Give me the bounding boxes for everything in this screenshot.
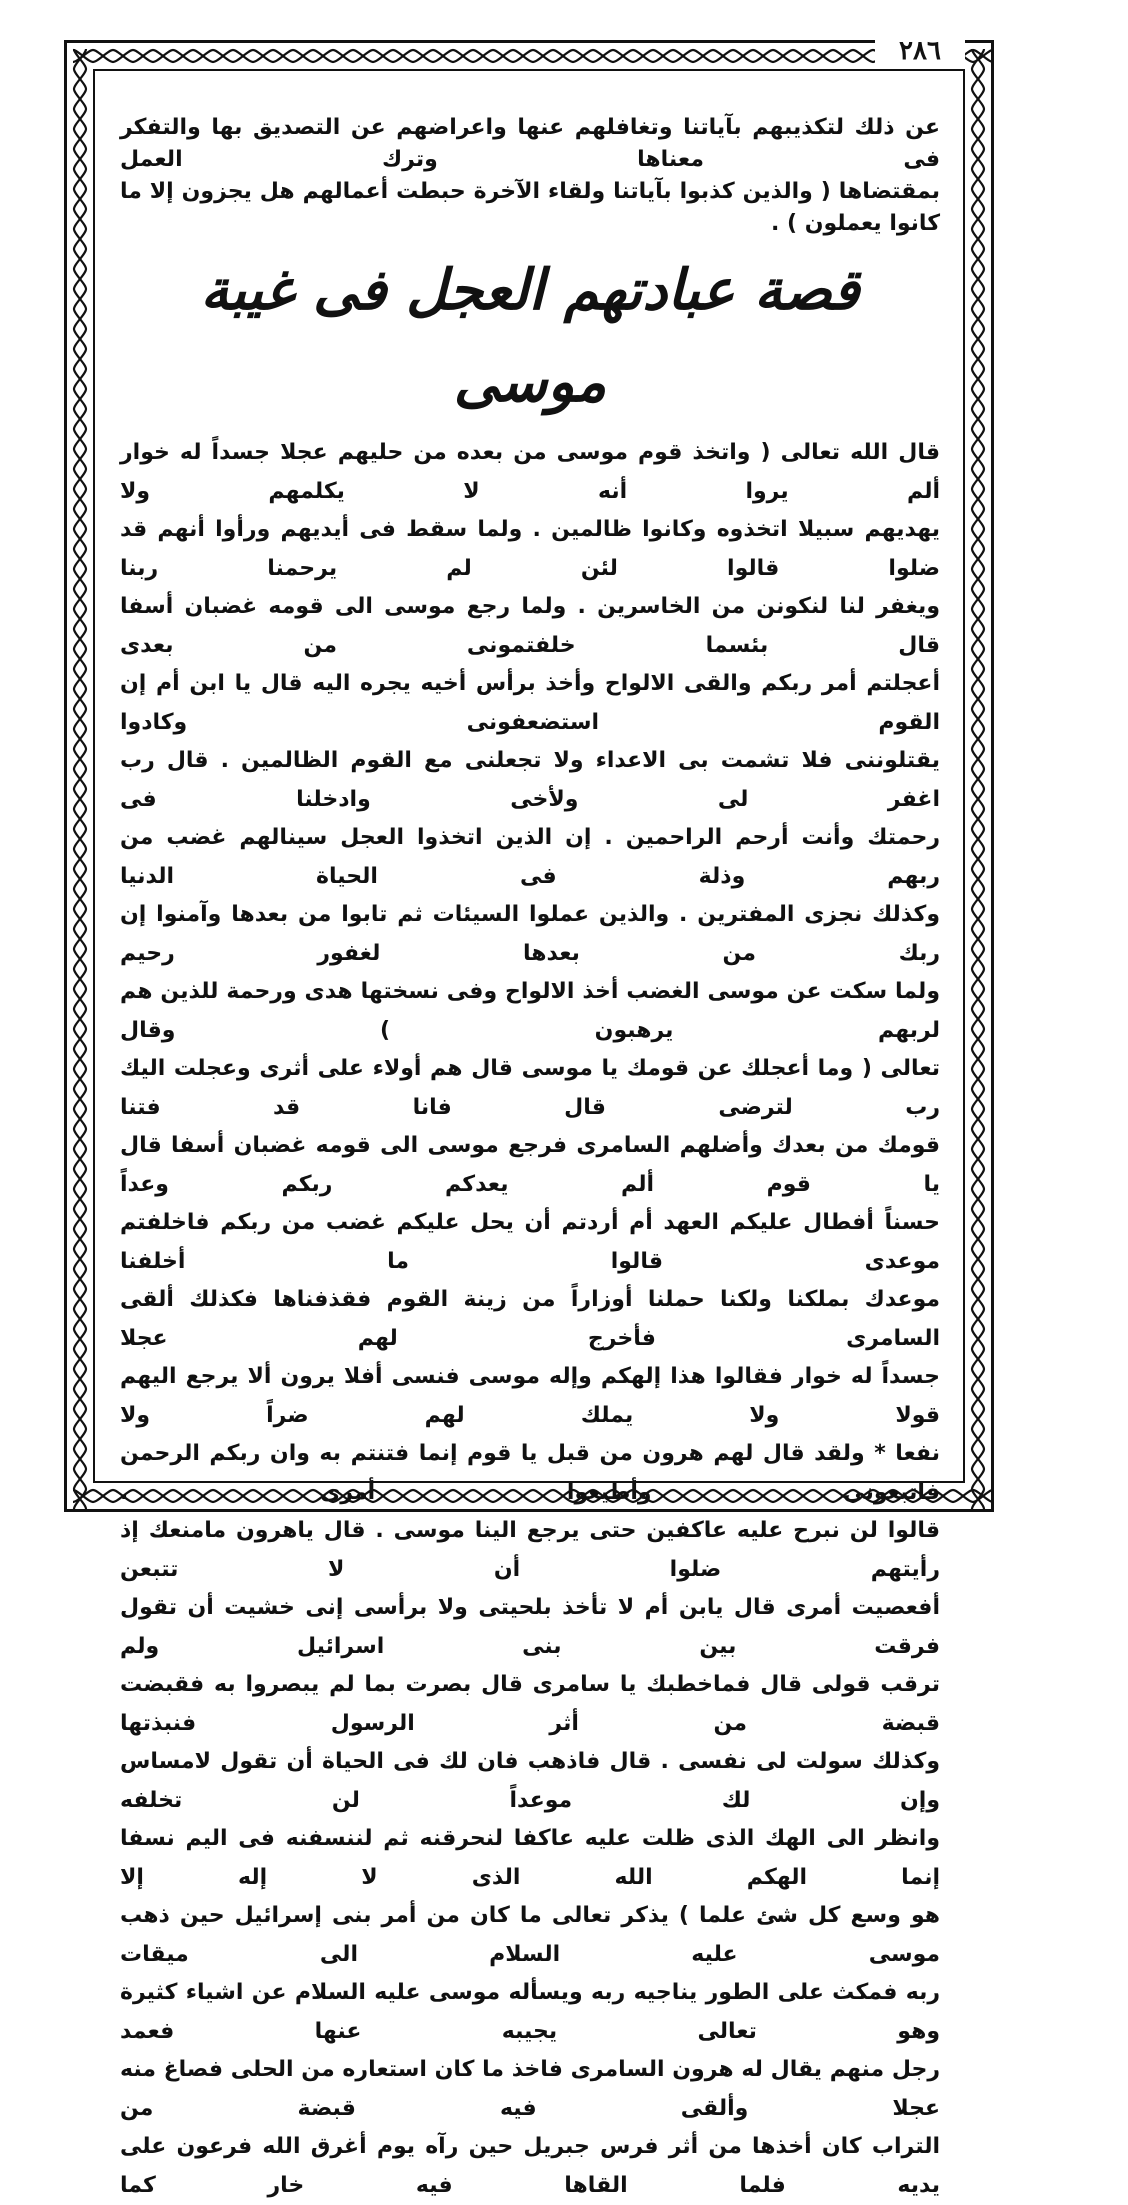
intro-paragraph bbox=[120, 112, 940, 240]
body-line: رجل منهم يقال له هرون السامرى فاخذ ما كان استعاره من الحلى فصاغ منه عجلا وألقى فيه قبضة من bbox=[120, 2057, 940, 2121]
body-line: حسناً أفطال عليكم العهد أم أردتم أن يحل عليكم غضب من ربكم فاخلفتم موعدى قالوا ما أخلفنا bbox=[120, 1210, 940, 1274]
intro-line: بمقتضاها ( والذين كذبوا بآياتنا ولقاء الآخرة حبطت أعمالهم هل يجزون إلا ما كانوا يعملون ) . bbox=[120, 179, 940, 236]
body-line: تعالى ( وما أعجلك عن قومك يا موسى قال هم أولاء على أثرى وعجلت اليك رب لترضى قال فانا قد فتنا bbox=[120, 1056, 940, 1120]
body-line: وانظر الى الهك الذى ظلت عليه عاكفا لنحرقنه ثم لننسفنه فى اليم نسفا إنما الهكم الله الذى لا إله إلا bbox=[120, 1826, 940, 1890]
braid-ornament-top bbox=[73, 48, 991, 64]
body-line: ويغفر لنا لنكونن من الخاسرين . ولما رجع موسى الى قومه غضبان أسفا قال بئسما خلفتمونى من بعدى bbox=[120, 594, 940, 658]
body-line: هو وسع كل شئ علما ) يذكر تعالى ما كان من أمر بنى إسرائيل حين ذهب موسى عليه السلام الى ميقات bbox=[120, 1903, 940, 1967]
body-line: يهديهم سبيلا اتخذوه وكانوا ظالمين . ولما سقط فى أيديهم ورأوا أنهم قد ضلوا قالوا لئن لم يرحمنا ربنا bbox=[120, 517, 940, 581]
body-line: قومك من بعدك وأضلهم السامرى فرجع موسى الى قومه غضبان أسفا قال يا قوم ألم يعدكم ربكم وعداً bbox=[120, 1133, 940, 1197]
body-line: قال الله تعالى ( واتخذ قوم موسى من بعده من حليهم عجلا جسداً له خوار ألم يروا أنه لا يكلمهم ولا bbox=[120, 440, 940, 504]
section-heading: قصة عبادتهم العجل فى غيبة موسى bbox=[200, 257, 860, 415]
braid-ornament-right bbox=[970, 49, 986, 1509]
body-line: ترقب قولى قال فماخطبك يا سامرى قال بصرت بما لم يبصروا به فقبضت قبضة من أثر الرسول فنبذتها bbox=[120, 1672, 940, 1736]
body-line: قالوا لن نبرح عليه عاكفين حتى يرجع الينا موسى . قال ياهرون مامنعك إذ رأيتهم ضلوا أن لا تتبعن bbox=[120, 1518, 940, 1582]
body-line: التراب كان أخذها من أثر فرس جبريل حين رآه يوم أغرق الله فرعون على يديه فلما القاها فيه خار كما bbox=[120, 2134, 940, 2198]
body-line: ربه فمكث على الطور يناجيه ربه ويسأله موسى عليه السلام عن اشياء كثيرة وهو تعالى يجيبه عنها فعمد bbox=[120, 1980, 940, 2044]
body-line: نفعا * ولقد قال لهم هرون من قبل يا قوم إنما فتنتم به وان ربكم الرحمن فاتبعونى وأطيعوا أمرى . bbox=[120, 1441, 940, 1505]
page-content bbox=[120, 112, 940, 2198]
page-number: ٢٨٦ bbox=[875, 36, 965, 66]
body-line: ولما سكت عن موسى الغضب أخذ الالواح وفى نسختها هدى ورحمة للذين هم لربهم يرهبون ) وقال bbox=[120, 979, 940, 1043]
body-line: رحمتك وأنت أرحم الراحمين . إن الذين اتخذوا العجل سينالهم غضب من ربهم وذلة فى الحياة الدنيا bbox=[120, 825, 940, 889]
body-line: موعدك بملكنا ولكنا حملنا أوزاراً من زينة القوم فقذفناها فكذلك ألقى السامرى فأخرج لهم عجلا bbox=[120, 1287, 940, 1351]
intro-line: عن ذلك لتكذيبهم بآياتنا وتغافلهم عنها واعراضهم عن التصديق بها والتفكر فى معناها وترك العمل bbox=[120, 115, 940, 172]
body-line: يقتلوننى فلا تشمت بى الاعداء ولا تجعلنى مع القوم الظالمين . قال رب اغفر لى ولأخى وادخلنا فى bbox=[120, 748, 940, 812]
body-line: جسداً له خوار فقالوا هذا إلهكم وإله موسى فنسى أفلا يرون ألا يرجع اليهم قولا ولا يملك لهم ضراً ولا bbox=[120, 1364, 940, 1428]
body-line: وكذلك سولت لى نفسى . قال فاذهب فان لك فى الحياة أن تقول لامساس وإن لك موعداً لن تخلفه bbox=[120, 1749, 940, 1813]
braid-ornament-left bbox=[72, 49, 88, 1509]
body-text bbox=[120, 434, 940, 2205]
body-line: وكذلك نجزى المفترين . والذين عملوا السيئات ثم تابوا من بعدها وآمنوا إن ربك من بعدها لغفور رحيم bbox=[120, 902, 940, 966]
body-line: أعجلتم أمر ربكم والقى الالواح وأخذ برأس أخيه يجره اليه قال يا ابن أم إن القوم استضعفونى وكادوا bbox=[120, 671, 940, 735]
body-line: أفعصيت أمرى قال يابن أم لا تأخذ بلحيتى ولا برأسى إنى خشيت أن تقول فرقت بين بنى اسرائيل ولم bbox=[120, 1595, 940, 1659]
